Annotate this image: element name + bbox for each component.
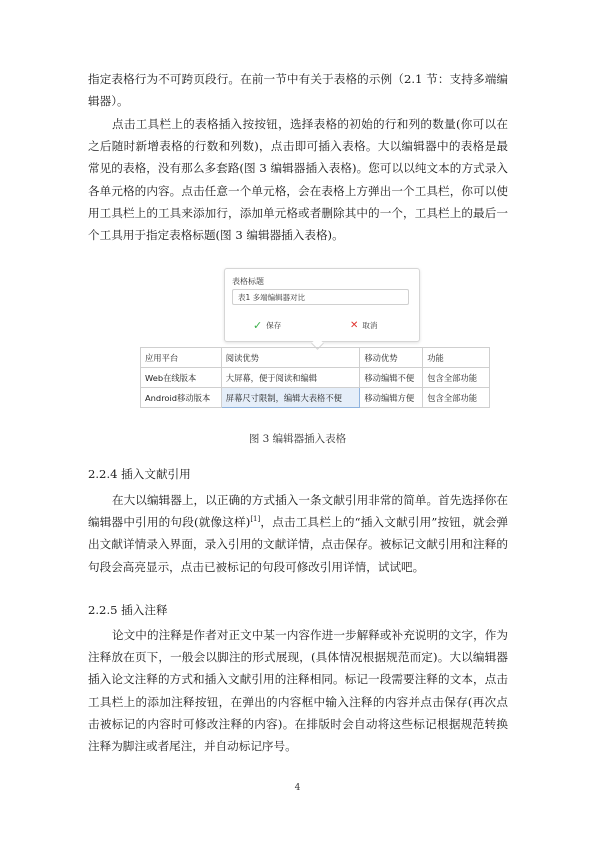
paragraph-table-intro: 指定表格行为不可跨页段行。在前一节中有关于表格的示例（2.1 节：支持多端编辑器）。: [88, 72, 508, 109]
paragraph-citation: [88, 489, 508, 578]
comparison-table: [140, 347, 490, 408]
table-header-cell[interactable]: 阅读优势: [221, 348, 360, 368]
table-title-popup: [224, 268, 420, 342]
figure-editor-table: [140, 268, 490, 411]
table-title-input[interactable]: 表1 多端编辑器对比: [232, 289, 409, 305]
paragraph-table-insert: 点击工具栏上的表格插入按按钮，选择表格的初始的行和列的数量(你可以在之后随时新增表格的行数和列数)，点击即可插入表格。大以编辑器中的表格是最常见的表格，没有那么多套路(图 3 编辑器插入表格)。您可以以纯文本的方式录入各单元格的内容。点击任意一个单元格，会在表格上方弹出一个工具栏，你可以使用工具栏上的工具来添加行，添加单元格或者删除其中的一个，工具栏上的最后一个工具用于指定表格标题(图 3 编辑器插入表格)。: [88, 117, 508, 243]
close-icon: ✕: [350, 319, 359, 331]
save-button-label: 保存: [266, 321, 282, 330]
table-cell[interactable]: 包含全部功能: [423, 388, 490, 408]
citation-marker: [1]: [250, 515, 261, 524]
table-header-cell[interactable]: 应用平台: [141, 348, 222, 368]
figure-caption: 图 3 编辑器插入表格: [248, 433, 347, 445]
table-cell[interactable]: Android移动版本: [141, 388, 222, 408]
table-cell[interactable]: 大屏幕，便于阅读和编辑: [221, 368, 360, 388]
table-cell[interactable]: 包含全部功能: [423, 368, 490, 388]
table-header-row: [141, 348, 490, 368]
paragraph-citation-text-1: 在大以编辑器上，以正确的方式插入一条文献引用非常的简单。首先选择你在编辑器中引用的句段(就像这样): [88, 493, 508, 530]
section-heading-2-2-4: 2.2.4 插入文献引用: [88, 467, 191, 481]
page-number: 4: [294, 783, 301, 793]
popup-title-label: 表格标题: [232, 277, 264, 286]
table-cell[interactable]: 移动编辑方便: [360, 388, 423, 408]
save-button[interactable]: [253, 320, 281, 331]
table-cell-selected[interactable]: 屏幕尺寸限制，编辑大表格不便: [221, 388, 360, 408]
cancel-button[interactable]: [350, 320, 377, 331]
table-cell[interactable]: Web在线版本: [141, 368, 222, 388]
table-header-cell[interactable]: 功能: [423, 348, 490, 368]
table-cell[interactable]: 移动编辑不便: [360, 368, 423, 388]
table-header-cell[interactable]: 移动优势: [360, 348, 423, 368]
table-row: [141, 388, 490, 408]
section-heading-2-2-5: 2.2.5 插入注释: [88, 603, 168, 617]
check-icon: ✓: [253, 318, 263, 332]
cancel-button-label: 取消: [362, 321, 378, 330]
paragraph-citation-text-2: ，点击工具栏上的“插入文献引用”按钮，就会弹出文献详情录入界面，录入引用的文献详情，点击保存。被标记文献引用和注释的句段会高亮显示，点击已被标记的句段可修改引用详情，试试吧。: [88, 515, 508, 574]
paragraph-annotation: 论文中的注释是作者对正文中某一内容作进一步解释或补充说明的文字，作为注释放在页下，一般会以脚注的形式展现，(具体情况根据规范而定)。大以编辑器插入论文注释的方式和插入文献引用的注释相同。标记一段需要注释的文本，点击工具栏上的添加注释按钮，在弹出的内容框中输入注释的内容并点击保存(再次点击被标记的内容时可修改注释的内容)。在排版时会自动将这些标记根据规范转换注释为脚注或者尾注，并自动标记序号。: [88, 628, 508, 754]
table-row: [141, 368, 490, 388]
